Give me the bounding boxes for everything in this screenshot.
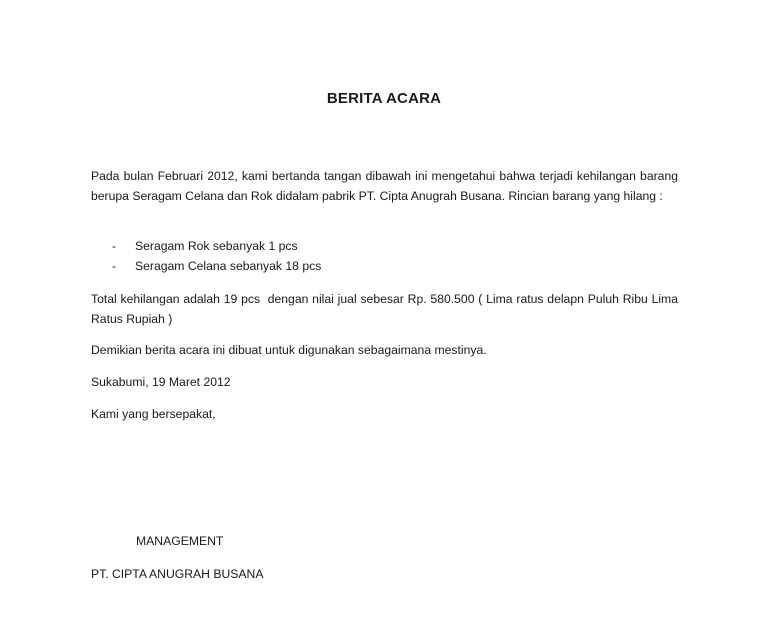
list-item-text: Seragam Celana sebanyak 18 pcs	[135, 259, 322, 273]
item-list	[112, 236, 321, 276]
signatory-role: MANAGEMENT	[136, 534, 224, 548]
closing-statement: Demikian berita acara ini dibuat untuk digunakan sebagaimana mestinya.	[91, 343, 487, 357]
list-dash: -	[112, 259, 117, 273]
company-name: PT. CIPTA ANUGRAH BUSANA	[91, 567, 264, 581]
intro-paragraph: Pada bulan Februari 2012, kami bertanda tangan dibawah ini mengetahui bahwa terjadi kehilangan barang berupa Seragam Celana dan Rok didalam pabrik PT. Cipta Anugrah Busana. Rincian barang yang hilang :	[91, 169, 678, 203]
closing-salutation: Kami yang bersepakat,	[91, 407, 216, 421]
document-title: BERITA ACARA	[326, 90, 442, 107]
place-date: Sukabumi, 19 Maret 2012	[91, 375, 231, 389]
total-paragraph: Total kehilangan adalah 19 pcs dengan nilai jual sebesar Rp. 580.500 ( Lima ratus delapn Puluh Ribu Lima Ratus Rupiah )	[91, 292, 682, 326]
list-dash: -	[112, 239, 117, 253]
list-item-text: Seragam Rok sebanyak 1 pcs	[135, 239, 298, 253]
list-item	[112, 236, 321, 256]
list-item	[112, 256, 321, 276]
